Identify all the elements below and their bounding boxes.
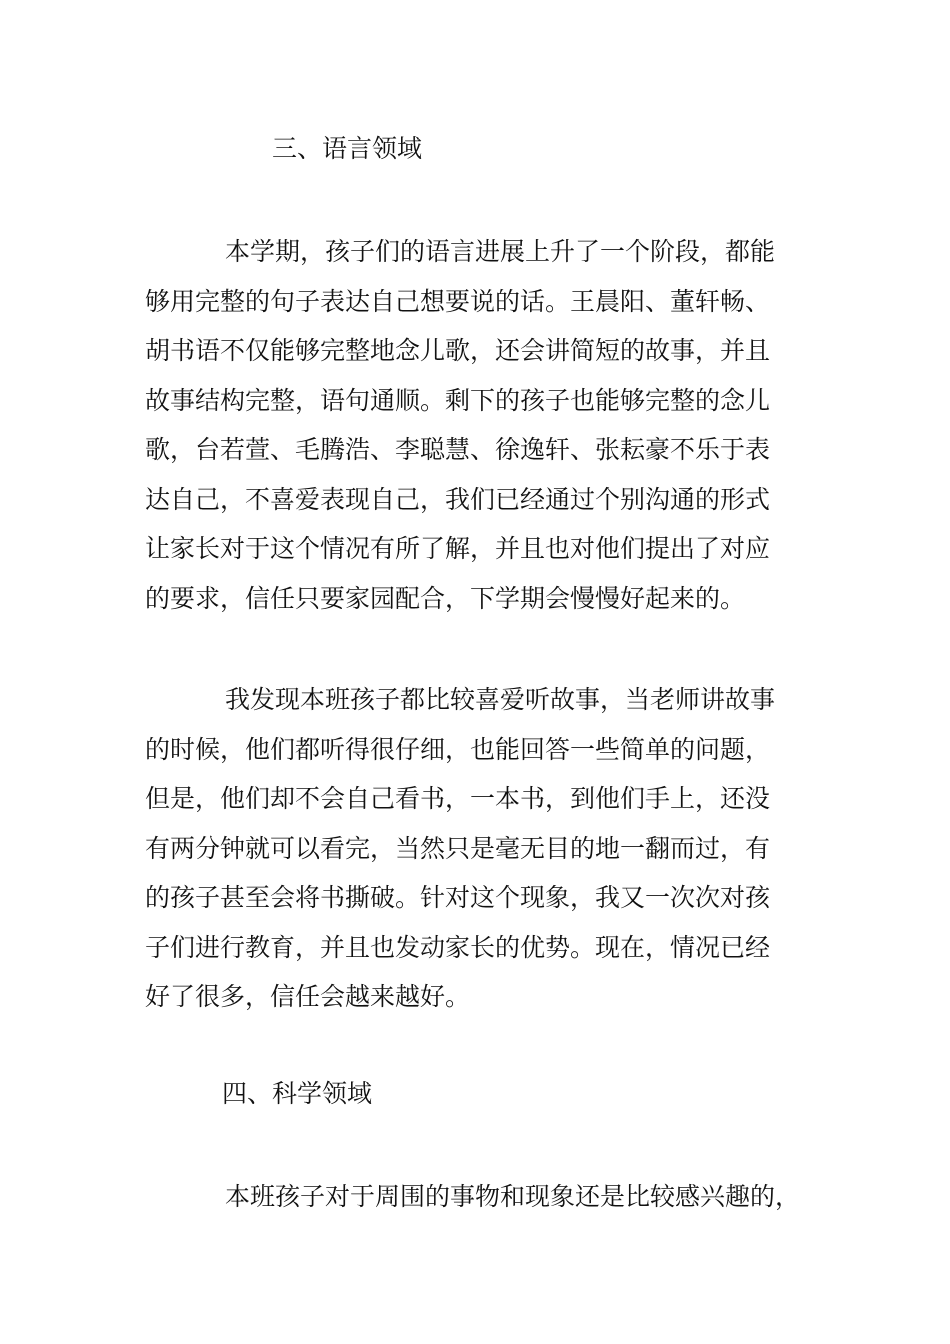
paragraph-science-interest [145,1172,800,1222]
paragraph-line: 本班孩子对于周围的事物和现象还是比较感兴趣的， [225,1182,801,1211]
paragraph-line: 胡书语不仅能够完整地念儿歌，还会讲简短的故事，并且 [145,336,771,365]
paragraph-line: 好了很多，信任会越来越好。 [145,982,471,1011]
paragraph-line: 歌，台若萱、毛腾浩、李聪慧、徐逸轩、张耘豪不乐于表 [145,435,771,464]
paragraph-line: 但是，他们却不会自己看书，一本书，到他们手上，还没 [145,784,771,813]
section-heading-science: 四、科学领域 [222,1079,373,1108]
paragraph-line: 让家长对于这个情况有所了解，并且也对他们提出了对应 [145,534,771,563]
paragraph-line: 的要求，信任只要家园配合，下学期会慢慢好起来的。 [145,583,746,613]
section-heading-language: 三、语言领域 [272,134,423,163]
paragraph-line: 的孩子甚至会将书撕破。针对这个现象，我又一次次对孩 [145,883,771,912]
paragraph-line: 的时候，他们都听得很仔细，也能回答一些简单的问题， [145,734,771,764]
paragraph-line: 有两分钟就可以看完，当然只是毫无目的地一翻而过，有 [145,833,771,863]
paragraph-language-progress [145,227,775,623]
paragraph-line: 故事结构完整，语句通顺。剩下的孩子也能够完整的念儿 [145,385,771,415]
paragraph-line: 子们进行教育，并且也发动家长的优势。现在，情况已经 [145,932,771,962]
paragraph-line: 我发现本班孩子都比较喜爱听故事，当老师讲故事 [225,685,776,714]
paragraph-line: 本学期，孩子们的语言进展上升了一个阶段，都能 [225,237,776,266]
paragraph-line: 达自己，不喜爱表现自己，我们已经通过个别沟通的形式 [145,484,771,514]
paragraph-story-reading [145,675,775,1022]
paragraph-line: 够用完整的句子表达自己想要说的话。王晨阳、董轩畅、 [145,286,771,316]
